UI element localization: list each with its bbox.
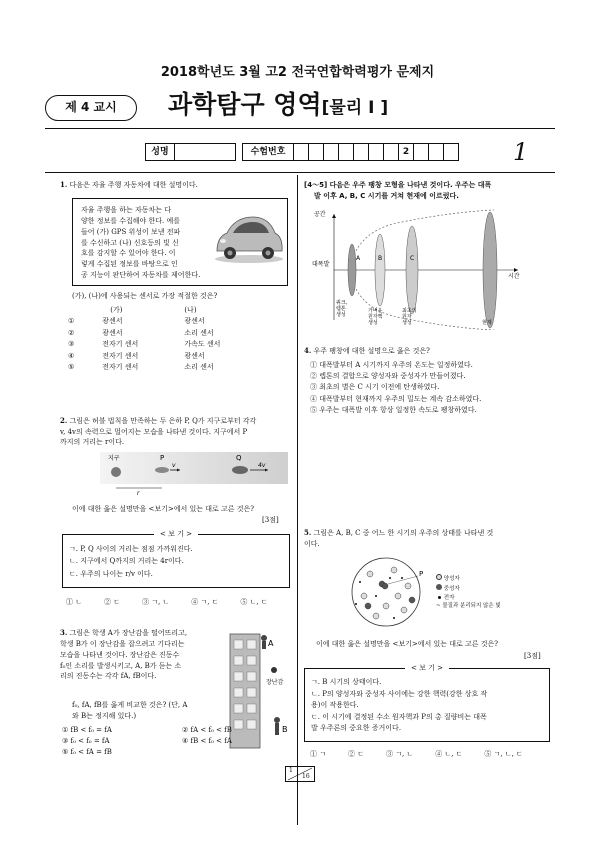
fig-bigbang-label: 대폭발 [312, 261, 330, 268]
bogi-item: ㄴ. 지구에서 Q까지의 거리는 4r이다. [69, 557, 184, 566]
passage-line: 공 지능이 판단하여 자동차를 제어한다. [81, 271, 201, 280]
choice[interactable]: ③ ㄱ, ㄴ [142, 598, 170, 606]
exam-no-box[interactable] [383, 143, 399, 161]
stem-line: 리의 진동수는 각각 fA, fB이다. [60, 672, 157, 681]
option[interactable]: ④ 대폭발부터 현재까지 우주의 밀도는 계속 감소하였다. [310, 394, 482, 403]
exam-no-box[interactable] [368, 143, 384, 161]
bogi-label: < 보 기 > [405, 664, 449, 672]
universe-expansion-figure [312, 208, 527, 330]
q2-points: [3점] [262, 516, 279, 524]
choice[interactable]: ① ㄱ [310, 750, 326, 758]
exam-no-box[interactable] [428, 143, 444, 161]
page-number: 1 [513, 138, 529, 166]
fig-p-label: P [160, 454, 165, 462]
choice[interactable]: ④ ㄴ, ㄷ [435, 750, 463, 758]
q1-passage-box [72, 198, 288, 286]
q1-passage [81, 205, 211, 281]
fig-atom-label: 최초의 원자 생성 [402, 308, 417, 326]
fig-a-label: A [356, 255, 361, 262]
option-row[interactable] [62, 328, 226, 339]
student-id-row [145, 143, 459, 161]
fig-4v-label: 4v [258, 462, 266, 469]
q5-bogi-box [304, 664, 550, 742]
q1-options-table [62, 305, 226, 374]
page-total: 16 [302, 773, 310, 780]
option-row[interactable] [62, 362, 226, 373]
choice[interactable]: ① fB < f₀ = fA [62, 726, 112, 734]
stem-line: 학생 B가 이 장난감을 잡으려고 기다리는 [60, 639, 185, 648]
bogi-item: 용)이 작용한다. [311, 701, 359, 710]
stem-line: 모습을 나타낸 것이다. 장난감은 진동수 [60, 650, 180, 659]
legend-label: 중성자 [443, 585, 460, 592]
fig-earth-label: 지구 [108, 455, 120, 462]
self-driving-car-image [213, 207, 285, 265]
choice[interactable]: ② ㄷ [348, 750, 364, 758]
choice[interactable]: ⑤ ㄴ, ㄷ [240, 598, 268, 606]
q5-legend [436, 574, 501, 611]
passage-line: 들어 (가) GPS 위성이 보낸 전파 [81, 227, 181, 236]
name-field[interactable] [174, 143, 236, 161]
stem-line: f₀인 소리를 발생시키고, A, B가 듣는 소 [60, 661, 182, 670]
bogi-item: 발 우주론의 중요한 증거이다. [311, 724, 402, 733]
exam-no-box[interactable] [323, 143, 339, 161]
subject-title [168, 88, 388, 122]
question-text: 다음은 자율 주행 자동차에 대한 설명이다. [69, 181, 198, 189]
stem-line: 까지의 거리는 r이다. [60, 438, 125, 446]
passage-line: 자율 주행을 하는 자동차는 다 [81, 206, 172, 214]
exam-no-box[interactable] [353, 143, 369, 161]
intro-line: 발 이후 A, B, C 시기를 거쳐 현재에 이르렀다. [314, 191, 459, 200]
option-row[interactable] [62, 339, 226, 350]
column-header: (가) [110, 306, 123, 314]
option-row[interactable] [62, 351, 226, 362]
page-counter [285, 766, 315, 782]
option-number: ④ [68, 351, 75, 360]
question-3-stem [60, 628, 235, 682]
fig-light-nuclei-label: 가벼운 원자핵 생성 [368, 308, 383, 326]
q1-question: (가), (나)에 사용되는 센서로 가장 적절한 것은? [72, 292, 218, 300]
legend-item [436, 584, 501, 594]
column-header: (나) [184, 306, 197, 314]
fig-p-label: P [419, 570, 424, 578]
q3-question [72, 700, 187, 722]
q5-choices [310, 750, 523, 759]
stem-line: 이다. [304, 539, 320, 548]
fig-c-label: C [410, 255, 415, 262]
bogi-item: ㄱ. B 시기의 상태이다. [311, 678, 382, 686]
q3-choices [62, 725, 287, 759]
stem-line: v, 4v의 속력으로 멀어지는 모습을 나타낸 것이다. 지구에서 P [60, 427, 248, 436]
fig-now-label: 현재 [482, 320, 492, 326]
fig-time-label: 시간 [508, 273, 520, 280]
exam-no-box[interactable] [338, 143, 354, 161]
fig-toy-label: 장난감 [266, 679, 284, 686]
passage-line: 를 수신하고 (나) 신호등의 빛 신 [81, 238, 179, 247]
stem-line: 그림은 학생 A가 장난감을 떨어뜨리고, [69, 629, 188, 637]
legend-item [436, 594, 501, 603]
bogi-item: ㄷ. 우주의 나이는 r/v 이다. [69, 569, 153, 578]
q2-galaxy-figure [100, 450, 288, 496]
bogi-item: ㄷ. 이 시기에 결정된 수소 원자핵과 P의 총 질량비는 대폭 [311, 712, 487, 721]
q5-universe-state-figure [340, 556, 430, 628]
bogi-item: ㄱ. P, Q 사이의 거리는 점점 가까워진다. [69, 545, 193, 553]
passage-line: 양한 정보를 수집해야 한다. 예를 [81, 216, 181, 225]
legend-label: 전자 [443, 594, 455, 601]
bogi-title [63, 530, 289, 539]
exam-no-box[interactable] [413, 143, 429, 161]
passage-line: 호를 감지할 수 있어야 한다. 이 [81, 249, 176, 258]
legend-item [436, 574, 501, 584]
option[interactable]: ⑤ 우주는 대폭발 이후 항상 일정한 속도로 팽창하였다. [310, 405, 477, 414]
stem-line: 그림은 A, B, C 중 어느 한 시기의 우주의 상태를 나타낸 것 [313, 529, 494, 537]
exam-no-box[interactable] [443, 143, 459, 161]
question-text: 우주 팽창에 대한 설명으로 옳은 것은? [313, 347, 430, 355]
period-badge: 제 4 교시 [45, 95, 137, 121]
q2-choices [66, 598, 268, 607]
option-number: ⑤ [68, 363, 75, 372]
question-number: 1. [60, 180, 68, 189]
bogi-label: < 보 기 > [154, 530, 198, 538]
option-b: 가속도 센서 [184, 340, 221, 349]
option-row[interactable] [62, 316, 226, 327]
choice[interactable]: ④ fB < f₀ < fA [182, 737, 232, 746]
option-a: 전자기 센서 [102, 340, 139, 349]
option-a: 광센서 [102, 317, 123, 326]
question-line: f₀, fA, fB를 옳게 비교한 것은? (단, A [72, 701, 188, 709]
option-a: 광센서 [102, 328, 123, 337]
option-b: 소리 센서 [184, 328, 214, 337]
fig-a-label: A [268, 639, 274, 648]
exam-title: 2018학년도 3월 고2 전국연합학력평가 문제지 [160, 65, 435, 80]
subject-subtitle: [물리 I ] [321, 98, 389, 118]
intro-line: [4～5] 다음은 우주 팽창 모형을 나타낸 것이다. 우주는 대폭 [304, 181, 492, 189]
choice[interactable]: ⑤ f₀ < fA = fB [62, 748, 112, 757]
q5-question: 이에 대한 옳은 설명만을 <보기>에서 있는 대로 고른 것은? [316, 640, 499, 648]
q5-points: [3점] [524, 652, 541, 660]
question-number: 3. [60, 628, 68, 637]
question-number: 4. [304, 346, 312, 355]
option-a: 전자기 센서 [102, 363, 139, 372]
question-number: 2. [60, 416, 68, 425]
exam-no-box[interactable] [308, 143, 324, 161]
question-1-stem [60, 180, 290, 190]
fig-q-label: Q [236, 454, 242, 462]
choice[interactable]: ① ㄴ [66, 598, 82, 606]
question-5-stem [304, 528, 554, 549]
option-number: ② [68, 328, 75, 337]
option[interactable]: ③ 최초의 별은 C 시기 이전에 탄생하였다. [310, 383, 440, 392]
option-b: 광센서 [184, 351, 205, 360]
choice[interactable]: ② fA < f₀ < fB [182, 726, 232, 734]
option-number: ③ [68, 340, 75, 349]
legend-item: ~ 물질과 분리되지 않은 빛 [436, 603, 501, 610]
column-divider [297, 175, 298, 825]
question-2-stem [60, 416, 292, 448]
option-b: 소리 센서 [184, 363, 214, 372]
option-number: ① [68, 317, 75, 326]
bogi-title [305, 664, 549, 673]
choice[interactable]: ③ f₀ < f₀ = fA [62, 737, 110, 746]
fig-space-label: 공간 [314, 211, 326, 218]
page-current: 1 [289, 767, 293, 774]
option-b: 광센서 [184, 317, 205, 326]
q45-intro [304, 180, 554, 201]
question-number: 5. [304, 528, 312, 537]
stem-line: 그림은 허블 법칙을 만족하는 두 은하 P, Q가 지구로부터 각각 [69, 417, 257, 425]
exam-no-digit: 2 [398, 143, 414, 161]
name-label: 성명 [145, 143, 175, 161]
fig-r-label: r [137, 490, 140, 496]
option-a: 전자기 센서 [102, 351, 139, 360]
fig-v-label: v [172, 462, 176, 469]
section-rule [45, 172, 555, 173]
fig-b-label: B [378, 255, 383, 262]
subject-name: 과학탐구 영역 [168, 90, 322, 119]
bogi-item: ㄴ. P의 양성자와 중성자 사이에는 강한 핵력(강한 상호 작 [311, 689, 488, 698]
exam-no-box[interactable] [293, 143, 309, 161]
choice[interactable]: ④ ㄱ, ㄷ [191, 598, 219, 606]
choice[interactable]: ② ㄷ [104, 598, 120, 606]
q2-question: 이에 대한 옳은 설명만을 <보기>에서 있는 대로 고른 것은? [72, 505, 255, 513]
passage-line: 렇게 수집된 정보를 바탕으로 인 [81, 260, 178, 269]
choice[interactable]: ③ ㄱ, ㄴ [386, 750, 414, 758]
fig-quark-label: 쿼크, 렙톤 생성 [336, 300, 348, 318]
legend-label: 양성자 [443, 576, 460, 582]
fig-b-label: B [282, 725, 288, 734]
option[interactable]: ① 대폭발부터 A 시기까지 우주의 온도는 일정하였다. [310, 361, 473, 369]
exam-no-label: 수험번호 [242, 143, 294, 161]
choice[interactable]: ⑤ ㄱ, ㄴ, ㄷ [484, 750, 523, 758]
option[interactable]: ② 렙톤의 결합으로 양성자와 중성자가 만들어졌다. [310, 372, 466, 381]
question-4-stem [304, 346, 430, 356]
legend-label: 물질과 분리되지 않은 빛 [442, 603, 501, 610]
q4-options [310, 360, 550, 416]
header-rule [45, 128, 555, 129]
question-line: 와 B는 정지해 있다.) [72, 711, 137, 720]
q2-bogi-box [62, 530, 290, 588]
